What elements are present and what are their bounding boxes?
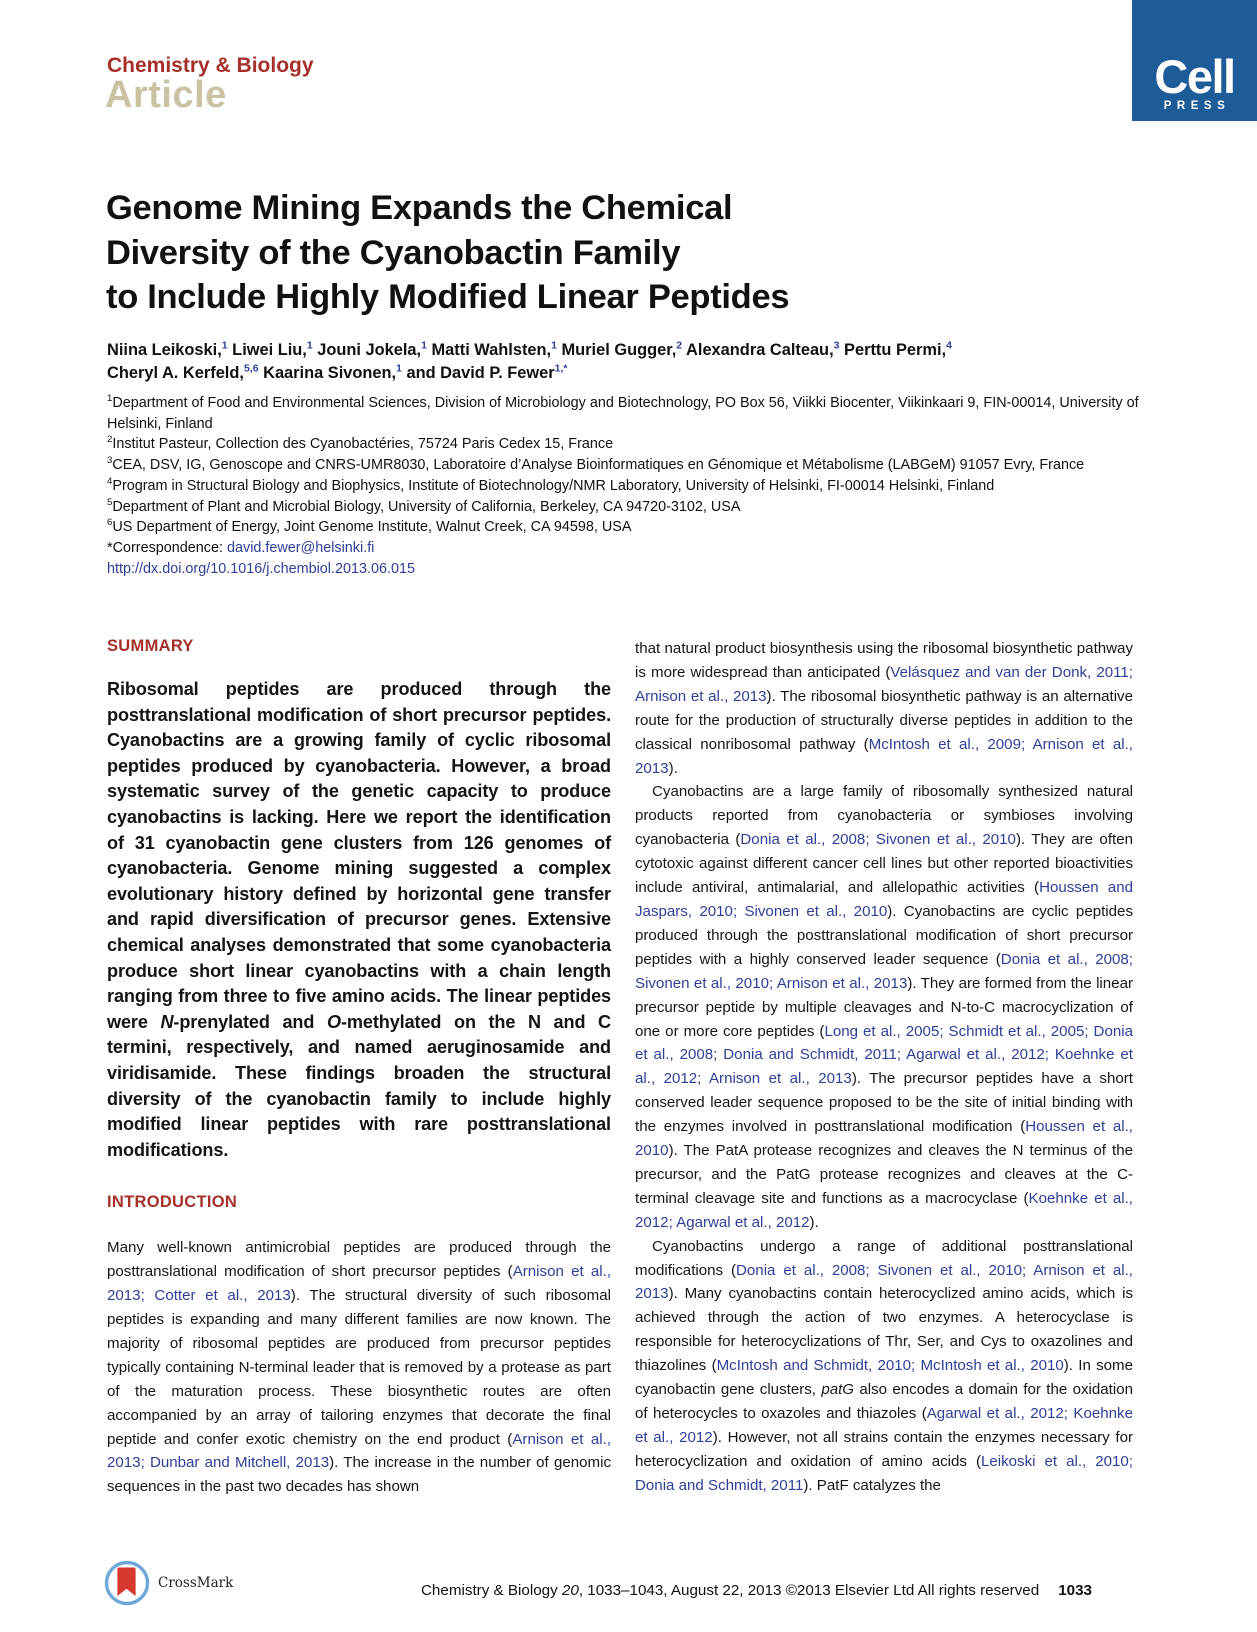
title-line: Genome Mining Expands the Chemical: [106, 189, 733, 227]
text-run: Matti Wahlsten,: [426, 341, 552, 359]
author-superscript: 1: [306, 339, 313, 352]
body-paragraph: [635, 780, 1133, 1234]
introduction-text: [107, 1236, 611, 1499]
text-run: Perttu Permi,: [839, 341, 947, 359]
italic-text: O: [326, 1011, 341, 1032]
text-run: Alexandra Calteau,: [682, 341, 834, 359]
text-run: -prenylated and: [173, 1011, 327, 1032]
text-run: ). Cyanobactins are cyclic peptides produced through the posttranslational modification of short precursor peptides with a highly conserved leader sequence (: [635, 902, 1133, 968]
affiliation-line: $^3$CEA, DSV, IG, Genoscope and CNRS-UMR8030, Laboratoire d’Analyse Bioinformatiques en Génomique et Métabolisme (LABGeM) 91057 Evry, France: [107, 455, 1085, 474]
affiliation-number: 2: [107, 434, 113, 446]
text-run: ). They are formed from the linear precursor peptide by multiple cleavages and N-to-C macrocyclization of one or more core peptides (: [635, 974, 1133, 1040]
text-run: Liwei Liu,: [227, 341, 307, 359]
text-run: Jouni Jokela,: [312, 341, 422, 359]
citation-link[interactable]: Koehnke et al., 2012; Agarwal et al., 2012: [635, 1189, 1133, 1231]
citation-link[interactable]: Houssen and Jaspars, 2010; Sivonen et al., 2010: [635, 879, 1133, 920]
citation-link[interactable]: Arnison et al., 2013; Dunbar and Mitchell, 2013: [107, 1430, 611, 1472]
text-run: Cyanobactins undergo a range of additional posttranslational modifications (: [635, 1237, 1133, 1279]
text-run: Niina Leikoski,: [107, 341, 222, 359]
text-run: and David P. Fewer: [401, 363, 555, 382]
left-column: [107, 637, 611, 1499]
body-paragraph: [635, 637, 1133, 780]
text-run: Many well-known antimicrobial peptides are produced through the posttranslational modification of short precursor peptides (: [107, 1239, 611, 1281]
article-section-label: Article: [105, 74, 227, 116]
introduction-heading: INTRODUCTION: [107, 1193, 238, 1212]
author-superscript: 1: [221, 339, 228, 352]
citation-link[interactable]: Houssen et al., 2010: [635, 1118, 1133, 1160]
page-number: 1033: [1058, 1582, 1092, 1599]
affiliation-line: $^1$Department of Food and Environmental Sciences, Division of Microbiology and Biotechnology, PO Box 56, Viikki Biocenter, Viikinkaari 9, FIN-00014, University of Helsinki, Finland: [107, 393, 1139, 432]
affiliation-lines: [107, 393, 1139, 538]
citation-link[interactable]: Velásquez and van der Donk, 2011; Arnison et al., 2013: [635, 663, 1133, 705]
journal-citation: [421, 1582, 1039, 1599]
text-run: ).: [809, 1213, 819, 1231]
text-run: also encodes a domain for the oxidation of heterocycles to oxazoles and thiazoles (: [635, 1381, 1133, 1422]
two-column-body: [107, 637, 1133, 1499]
affiliation-line: $^2$Institut Pasteur, Collection des Cyanobactéries, 75724 Paris Cedex 15, France: [107, 434, 614, 453]
text-run: ). The increase in the number of genomic sequences in the past two decades has shown: [107, 1454, 611, 1496]
author-superscript: 5,6: [243, 362, 259, 375]
text-run: Chemistry & Biology: [420, 1582, 562, 1599]
author-superscript: 2: [676, 339, 683, 352]
doi-line: [107, 559, 1139, 580]
text-run: Muriel Gugger,: [556, 341, 677, 359]
title-line: to Include Highly Modified Linear Peptides: [106, 278, 790, 316]
text-run: ). The PatA protease recognizes and cleaves the N terminus of the precursor, and the PatG protease recognizes and cleaves at the C-terminal cleavage site and functions as a macrocyclase (: [635, 1142, 1133, 1207]
citation-link[interactable]: McIntosh and Schmidt, 2010; McIntosh et al., 2010: [716, 1357, 1064, 1375]
cell-press-logo: [1132, 0, 1257, 121]
citation-link[interactable]: Donia et al., 2008; Sivonen et al., 2010: [740, 831, 1016, 849]
citation-link[interactable]: Donia et al., 2008; Sivonen et al., 2010; Arnison et al., 2013: [635, 1261, 1133, 1303]
author-list: [107, 339, 1122, 384]
text-run: Kaarina Sivonen,: [258, 363, 397, 382]
text-run: Cyanobactins are a large family of ribosomally synthesized natural products reported from cyanobacteria or symbioses involving cyanobacteria (: [635, 783, 1133, 849]
right-column: [635, 637, 1133, 1499]
affiliations-block: [107, 393, 1139, 579]
affiliation-number: 4: [107, 476, 113, 488]
correspondence-email-link[interactable]: david.fewer@helsinki.fi: [227, 539, 375, 556]
author-superscript: 1: [421, 339, 427, 352]
title-line: Diversity of the Cyanobactin Family: [106, 233, 681, 272]
crossmark-icon: [104, 1560, 150, 1606]
citation-link[interactable]: Leikoski et al., 2010; Donia and Schmidt, 2011: [635, 1452, 1133, 1494]
doi-link[interactable]: http://dx.doi.org/10.1016/j.chembiol.2013.06.015: [107, 560, 416, 577]
journal-name: Chemistry & Biology: [107, 54, 314, 77]
summary-heading: SUMMARY: [107, 637, 194, 655]
text-run: ).: [668, 759, 678, 777]
text-run: ). In some cyanobactin gene clusters,: [635, 1357, 1133, 1399]
affiliation-number: 1: [107, 393, 113, 405]
affiliation-line: $^6$US Department of Energy, Joint Genome Institute, Walnut Creek, CA 94598, USA: [107, 517, 632, 536]
text-run: ). Many cyanobactins contain heterocyclized amino acids, which is achieved through the action of two enzymes. A heterocyclase is responsible for heterocyclizations of Thr, Ser, and Cys to oxazolines and thiazolines (: [635, 1285, 1133, 1375]
author-superscript: 1,*: [554, 362, 568, 375]
cell-logo-press-label: PRESS: [1163, 100, 1231, 112]
text-run: ). The structural diversity of such ribosomal peptides is expanding and many different families are now known. The majority of ribosomal peptides are produced from precursor peptides typically containing N-terminal leader that is removed by a protease as part of the maturation process. These biosynthetic routes are often accompanied by an array of tailoring enzymes that decorate the final peptide and confer exotic chemistry on the end product (: [107, 1287, 611, 1448]
italic-text: patG: [821, 1381, 855, 1399]
body-paragraph: [635, 1235, 1133, 1498]
body-paragraph: [107, 1236, 611, 1499]
cell-logo-wordmark: Cell: [1154, 50, 1235, 103]
summary-paragraph: [107, 677, 611, 1163]
affiliation-number: 5: [107, 496, 113, 508]
author-superscript: 3: [833, 339, 840, 352]
affiliation-line: $^5$Department of Plant and Microbial Biology, University of California, Berkeley, CA 94720-3102, USA: [107, 496, 741, 515]
crossmark-badge[interactable]: [104, 1560, 233, 1606]
italic-text: 20: [561, 1582, 579, 1599]
text-run: that natural product biosynthesis using the ribosomal biosynthetic pathway is more widespread than anticipated (: [635, 640, 1133, 681]
text-run: , 1033–1043, August 22, 2013 ©2013 Elsevier Ltd All rights reserved: [578, 1582, 1040, 1599]
text-run: ). The ribosomal biosynthetic pathway is an alternative route for the production of structurally diverse peptides in addition to the classical nonribosomal pathway (: [635, 687, 1133, 753]
affiliation-line: $^4$Program in Structural Biology and Biophysics, Institute of Biotechnology/NMR Laboratory, University of Helsinki, FI-00014 Helsinki, Finland: [107, 476, 995, 494]
correspondence-line: [107, 538, 1139, 559]
text-run: Cheryl A. Kerfeld,: [107, 363, 244, 382]
citation-link[interactable]: Donia et al., 2008; Sivonen et al., 2010; Arnison et al., 2013: [635, 950, 1133, 992]
italic-text: N: [160, 1011, 174, 1032]
text-run: ). They are often cytotoxic against different cancer cell lines but other reported bioactivities include antiviral, antimalarial, and allelopathic activities (: [635, 831, 1134, 897]
footer-citation-line: [421, 1582, 1092, 1599]
citation-link[interactable]: Long et al., 2005; Schmidt et al., 2005; Donia et al., 2008; Donia and Schmidt, 2011; Agarwal et al., 2012; Koehnke et al., 2012; Arnison et al., 2013: [635, 1022, 1133, 1088]
text-run: ). However, not all strains contain the enzymes necessary for heterocyclization and oxidation of amino acids (: [635, 1428, 1133, 1470]
text-run: ). PatF catalyzes the: [803, 1476, 941, 1494]
citation-link[interactable]: Arnison et al., 2013; Cotter et al., 2013: [107, 1263, 611, 1305]
affiliation-number: 3: [107, 455, 113, 467]
author-superscript: 4: [946, 339, 952, 352]
text-run: *Correspondence:: [107, 539, 227, 556]
author-superscript: 1: [396, 362, 402, 375]
crossmark-label: CrossMark: [158, 1575, 234, 1591]
text-run: Ribosomal peptides are produced through the posttranslational modification of short precursor peptides. Cyanobactins are a growing family of cyclic ribosomal peptides produced by cyanobacteria. However, a broad systematic survey of the genetic capacity to produce cyanobactins is lacking. Here we report the identification of 31 cyanobactin gene clusters from 126 genomes of cyanobacteria. Genome mining suggested a complex evolutionary history defined by horizontal gene transfer and rapid diversification of precursor genes. Extensive chemical analyses demonstrated that some cyanobacteria produce short linear cyanobactins with a chain length ranging from three to five amino acids. The linear peptides were: [107, 679, 611, 1032]
text-run: ). The precursor peptides have a short conserved leader sequence proposed to be the site of initial binding with the enzymes involved in posttranslational modification (: [635, 1070, 1133, 1136]
citation-link[interactable]: McIntosh et al., 2009; Arnison et al., 2013: [635, 735, 1133, 777]
article-title: [106, 186, 1116, 320]
author-superscript: 1: [551, 339, 557, 352]
citation-link[interactable]: Agarwal et al., 2012; Koehnke et al., 2012: [635, 1405, 1133, 1446]
text-run: -methylated on the N and C termini, respectively, and named aeruginosamide and viridisamide. These findings broaden the structural diversity of the cyanobactin family to include highly modified linear peptides with rare posttranslational modifications.: [107, 1011, 611, 1160]
affiliation-number: 6: [107, 517, 113, 529]
